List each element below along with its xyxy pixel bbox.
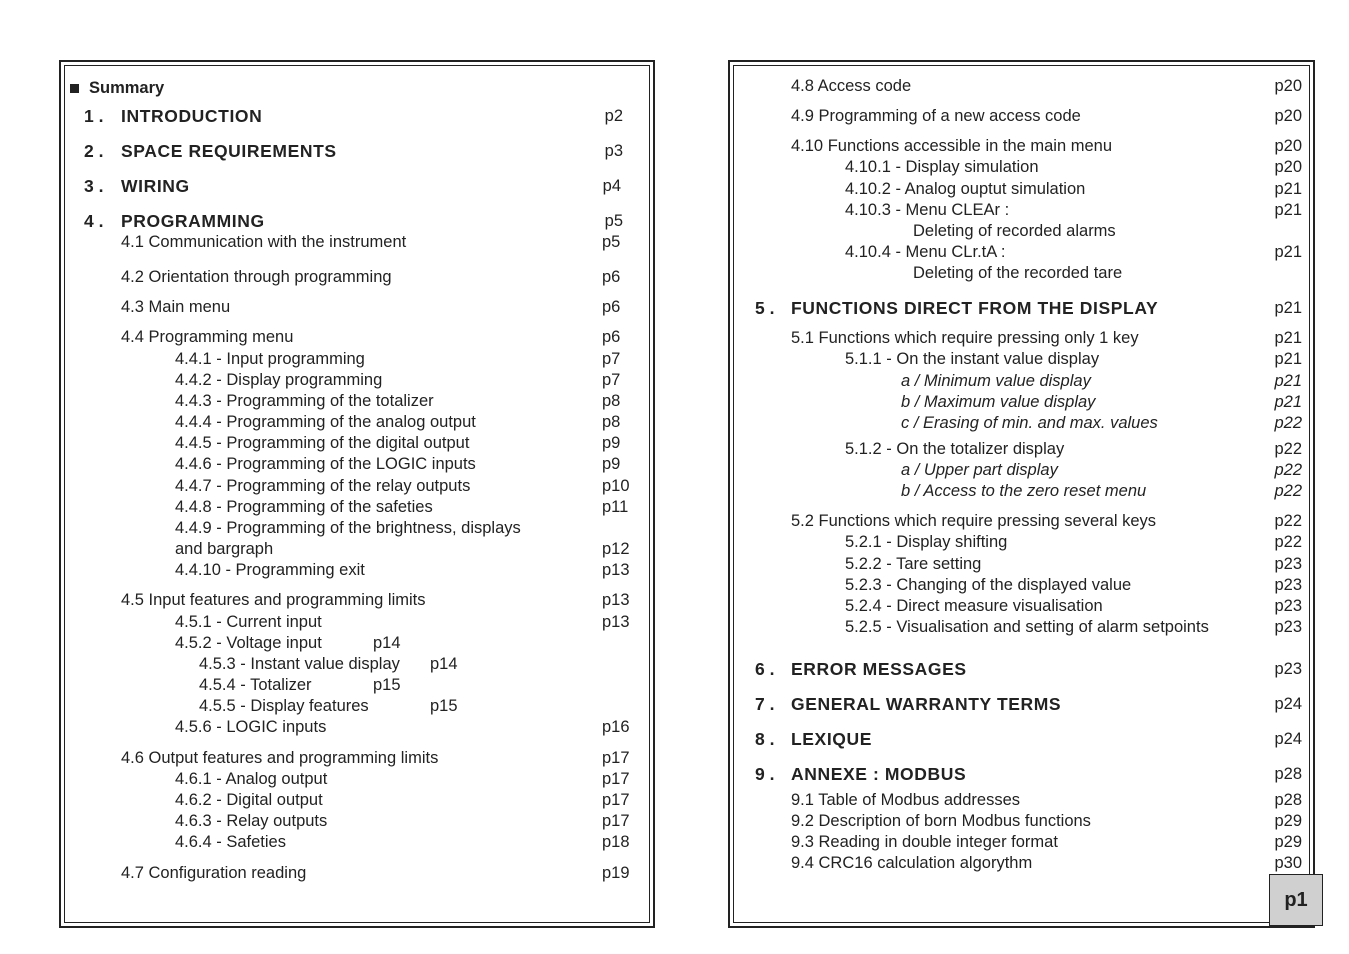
toc-entry: 4.4.3 - Programming of the totalizer (175, 392, 434, 410)
section-title: ANNEXE : MODBUS (791, 764, 967, 784)
toc-entry: 4.10.1 - Display simulation (845, 158, 1039, 176)
toc-entry: 4.6 Output features and programming limits (121, 749, 439, 767)
toc-entry: 5.1.1 - On the instant value display (845, 350, 1100, 368)
toc-entry: a / Minimum value display (901, 372, 1091, 390)
toc-entry-page: p10 (602, 477, 630, 495)
toc-entry-page: p15 (373, 676, 401, 694)
toc-entry-page: p23 (1274, 576, 1302, 594)
toc-entry: 4.5.3 - Instant value display (199, 655, 400, 673)
toc-entry: 5.2 Functions which require pressing several keys (791, 512, 1157, 530)
toc-entry: b / Access to the zero reset menu (901, 482, 1147, 500)
toc-entry-page: p7 (602, 371, 621, 389)
toc-entry-page: p7 (602, 350, 621, 368)
toc-entry: 4.6.3 - Relay outputs (175, 812, 328, 830)
toc-entry-page: p6 (602, 268, 621, 286)
section-page: p28 (1274, 765, 1302, 783)
section-title: ERROR MESSAGES (791, 659, 967, 679)
toc-entry-page: p8 (602, 392, 621, 410)
toc-entry-page: p18 (602, 833, 630, 851)
toc-entry: 4.10.4 - Menu CLr.tA : (845, 243, 1006, 261)
summary-heading (70, 78, 164, 98)
toc-entry-page: p17 (602, 770, 630, 788)
toc-entry: 4.6.1 - Analog output (175, 770, 328, 788)
section-number: 7 . (755, 694, 775, 714)
toc-entry: 4.5.6 - LOGIC inputs (175, 718, 327, 736)
toc-entry-page: p22 (1274, 414, 1302, 432)
toc-entry-page: p28 (1274, 791, 1302, 809)
toc-entry: 5.1.2 - On the totalizer display (845, 440, 1065, 458)
toc-entry-page: p21 (1274, 329, 1302, 347)
toc-entry: 4.5.4 - Totalizer (199, 676, 312, 694)
toc-entry: 4.10.2 - Analog ouptut simulation (845, 180, 1086, 198)
toc-entry-page: p22 (1274, 533, 1302, 551)
toc-entry-page: p20 (1274, 137, 1302, 155)
toc-entry: 4.6.2 - Digital output (175, 791, 323, 809)
toc-entry-page: p13 (602, 613, 630, 631)
toc-entry: 4.4.6 - Programming of the LOGIC inputs (175, 455, 476, 473)
toc-entry-page: p20 (1274, 158, 1302, 176)
section-number: 9 . (755, 764, 775, 784)
toc-entry: and bargraph (175, 540, 274, 558)
section-page: p21 (1274, 299, 1302, 317)
toc-entry: 4.2 Orientation through programming (121, 268, 392, 286)
toc-entry: 4.4.2 - Display programming (175, 371, 383, 389)
section-title: WIRING (121, 176, 190, 196)
toc-entry-page: p14 (373, 634, 401, 652)
section-page: p3 (604, 142, 623, 160)
toc-entry-page: p22 (1274, 482, 1302, 500)
toc-entry-page: p14 (430, 655, 458, 673)
toc-entry: 5.2.4 - Direct measure visualisation (845, 597, 1103, 615)
toc-entry-page: p9 (602, 455, 621, 473)
toc-entry-page: p20 (1274, 77, 1302, 95)
toc-entry: 4.4 Programming menu (121, 328, 294, 346)
toc-entry: 4.8 Access code (791, 77, 912, 95)
toc-entry: 5.1 Functions which require pressing only 1 key (791, 329, 1139, 347)
toc-entry: 4.6.4 - Safeties (175, 833, 286, 851)
toc-entry-page: p29 (1274, 812, 1302, 830)
toc-entry: a / Upper part display (901, 461, 1058, 479)
toc-entry: 4.5.5 - Display features (199, 697, 369, 715)
toc-entry-page: p20 (1274, 107, 1302, 125)
section-title: SPACE REQUIREMENTS (121, 141, 337, 161)
toc-entry: 5.2.2 - Tare setting (845, 555, 982, 573)
section-page: p23 (1274, 660, 1302, 678)
toc-entry: 4.4.8 - Programming of the safeties (175, 498, 433, 516)
section-page: p2 (604, 107, 623, 125)
toc-entry: 4.4.7 - Programming of the relay outputs (175, 477, 471, 495)
toc-entry-page: p17 (602, 791, 630, 809)
toc-entry-page: p22 (1274, 440, 1302, 458)
toc-entry: 4.3 Main menu (121, 298, 231, 316)
toc-entry: 9.4 CRC16 calculation algorythm (791, 854, 1033, 872)
section-number: 4 . (84, 211, 104, 231)
toc-entry: 4.4.1 - Input programming (175, 350, 365, 368)
toc-entry-page: p6 (602, 328, 621, 346)
toc-entry: c / Erasing of min. and max. values (901, 414, 1158, 432)
section-page: p24 (1274, 695, 1302, 713)
toc-entry: 4.4.4 - Programming of the analog output (175, 413, 476, 431)
section-title: INTRODUCTION (121, 106, 263, 126)
toc-entry: Deleting of recorded alarms (913, 222, 1116, 240)
section-number: 5 . (755, 298, 775, 318)
toc-entry-page: p13 (602, 561, 630, 579)
section-number: 1 . (84, 106, 104, 126)
toc-entry-page: p23 (1274, 555, 1302, 573)
section-number: 3 . (84, 176, 104, 196)
section-number: 2 . (84, 141, 104, 161)
toc-entry-page: p21 (1274, 393, 1302, 411)
toc-entry: 5.2.5 - Visualisation and setting of alarm setpoints (845, 618, 1209, 636)
toc-entry: 9.2 Description of born Modbus functions (791, 812, 1091, 830)
toc-entry: 4.1 Communication with the instrument (121, 233, 407, 251)
toc-entry: 4.10 Functions accessible in the main menu (791, 137, 1113, 155)
toc-entry-page: p17 (602, 812, 630, 830)
toc-entry-page: p21 (1274, 201, 1302, 219)
toc-entry-page: p8 (602, 413, 621, 431)
section-title: PROGRAMMING (121, 211, 265, 231)
toc-entry: 4.4.5 - Programming of the digital output (175, 434, 470, 452)
section-title: GENERAL WARRANTY TERMS (791, 694, 1062, 714)
toc-entry-page: p21 (1274, 243, 1302, 261)
section-page: p5 (604, 212, 623, 230)
section-title: FUNCTIONS DIRECT FROM THE DISPLAY (791, 298, 1159, 318)
toc-entry: 4.5 Input features and programming limits (121, 591, 426, 609)
toc-entry-page: p11 (602, 498, 629, 516)
toc-entry-page: p30 (1274, 854, 1302, 872)
toc-entry-page: p22 (1274, 461, 1302, 479)
summary-label: Summary (89, 79, 165, 97)
square-bullet-icon (70, 84, 79, 93)
toc-entry: 4.4.10 - Programming exit (175, 561, 365, 579)
toc-entry: b / Maximum value display (901, 393, 1096, 411)
toc-entry-page: p29 (1274, 833, 1302, 851)
toc-entry-page: p17 (602, 749, 630, 767)
toc-entry-page: p5 (602, 233, 621, 251)
toc-entry: 9.1 Table of Modbus addresses (791, 791, 1021, 809)
toc-entry-page: p12 (602, 540, 630, 558)
section-title: LEXIQUE (791, 729, 873, 749)
toc-entry-page: p23 (1274, 618, 1302, 636)
toc-entry-page: p23 (1274, 597, 1302, 615)
toc-entry-page: p16 (602, 718, 630, 736)
toc-entry-page: p6 (602, 298, 621, 316)
toc-entry: 4.10.3 - Menu CLEAr : (845, 201, 1010, 219)
section-number: 6 . (755, 659, 775, 679)
toc-entry-page: p21 (1274, 372, 1302, 390)
toc-entry: 4.4.9 - Programming of the brightness, displays (175, 519, 521, 537)
page-number-badge: p1 (1269, 874, 1323, 926)
toc-entry-page: p13 (602, 591, 630, 609)
toc-entry-page: p15 (430, 697, 458, 715)
toc-entry-page: p22 (1274, 512, 1302, 530)
section-page: p4 (602, 177, 621, 195)
toc-entry: 9.3 Reading in double integer format (791, 833, 1058, 851)
toc-entry: 5.2.1 - Display shifting (845, 533, 1008, 551)
toc-entry-page: p19 (602, 864, 630, 882)
toc-entry: Deleting of the recorded tare (913, 264, 1123, 282)
toc-entry: 4.5.2 - Voltage input (175, 634, 322, 652)
section-page: p24 (1274, 730, 1302, 748)
toc-entry-page: p21 (1274, 180, 1302, 198)
toc-entry-page: p9 (602, 434, 621, 452)
toc-entry: 4.9 Programming of a new access code (791, 107, 1081, 125)
section-number: 8 . (755, 729, 775, 749)
toc-entry-page: p21 (1274, 350, 1302, 368)
toc-entry: 5.2.3 - Changing of the displayed value (845, 576, 1132, 594)
toc-entry: 4.5.1 - Current input (175, 613, 322, 631)
toc-entry: 4.7 Configuration reading (121, 864, 307, 882)
